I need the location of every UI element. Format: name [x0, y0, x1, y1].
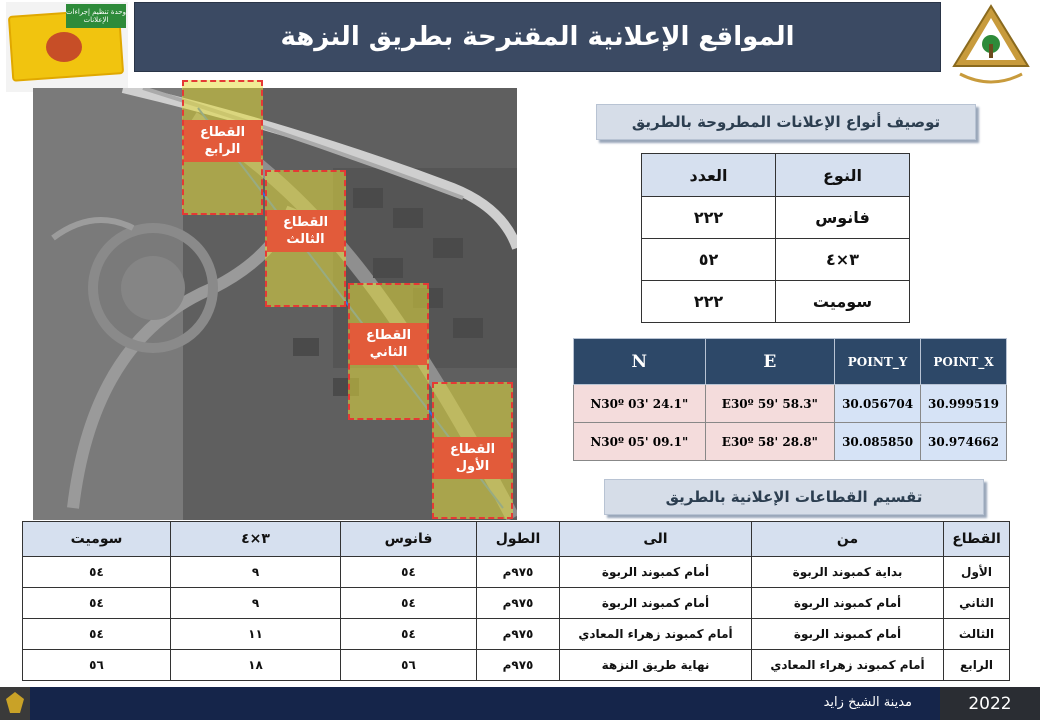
summit-cell: ٥٤ [23, 619, 171, 650]
length-cell: ٩٧٥م [477, 650, 560, 681]
advertising-unit-logo [6, 2, 128, 92]
summit-cell: ٥٤ [23, 557, 171, 588]
ad-types-caption: توصيف أنواع الإعلانات المطروحة بالطريق [596, 104, 976, 140]
n-cell: N30º 05' 09.1" [574, 423, 706, 461]
table-row [574, 385, 1007, 423]
table-row [23, 650, 1010, 681]
lantern-header: فانوس [341, 522, 477, 557]
pyramid-logo-icon [946, 4, 1036, 88]
map-sector-2 [348, 283, 429, 420]
to-header: الى [560, 522, 752, 557]
type-cell: فانوس [776, 197, 910, 239]
to-cell: أمام كمبوند زهراء المعادي [560, 619, 752, 650]
from-cell: بداية كمبوند الربوة [752, 557, 944, 588]
size-cell: ١١ [171, 619, 341, 650]
count-header: العدد [642, 154, 776, 197]
length-cell: ٩٧٥م [477, 619, 560, 650]
table-row [23, 619, 1010, 650]
to-cell: نهاية طريق النزهة [560, 650, 752, 681]
e-header: E [705, 339, 835, 385]
city-name: مدينة الشيخ زايد [823, 695, 912, 710]
size-cell: ١٨ [171, 650, 341, 681]
summit-cell: ٥٤ [23, 588, 171, 619]
sector-label: القطاع الثاني [350, 323, 427, 365]
summit-cell: ٥٦ [23, 650, 171, 681]
sectors-table [22, 521, 1010, 681]
point-y-cell: 30.056704 [835, 385, 921, 423]
table-row [23, 557, 1010, 588]
city-authority-logo [946, 4, 1036, 88]
table-row [574, 423, 1007, 461]
e-cell: E30º 59' 58.3" [705, 385, 835, 423]
point-y-header: POINT_Y [835, 339, 921, 385]
point-x-header: POINT_X [921, 339, 1007, 385]
table-row [642, 197, 910, 239]
e-cell: E30º 58' 28.8" [705, 423, 835, 461]
sector-cell: الرابع [944, 650, 1010, 681]
count-cell: ٢٢٢ [642, 197, 776, 239]
year-label: 2022 [940, 687, 1040, 720]
sectors-caption: تقسيم القطاعات الإعلانية بالطريق [604, 479, 984, 515]
title-bar [134, 2, 941, 72]
type-header: النوع [776, 154, 910, 197]
map-sector-3 [265, 170, 346, 307]
from-cell: أمام كمبوند الربوة [752, 588, 944, 619]
type-cell: سوميت [776, 281, 910, 323]
point-x-cell: 30.999519 [921, 385, 1007, 423]
sector-label: القطاع الأول [434, 437, 511, 479]
length-cell: ٩٧٥م [477, 588, 560, 619]
length-header: الطول [477, 522, 560, 557]
type-cell: ٣×٤ [776, 239, 910, 281]
logo-emblem-icon [46, 32, 82, 62]
point-x-cell: 30.974662 [921, 423, 1007, 461]
page-title: المواقع الإعلانية المقترحة بطريق النزهة [280, 22, 795, 52]
table-row [23, 588, 1010, 619]
sector-cell: الأول [944, 557, 1010, 588]
coordinates-table [573, 338, 1007, 461]
point-y-cell: 30.085850 [835, 423, 921, 461]
to-cell: أمام كمبوند الربوة [560, 588, 752, 619]
from-header: من [752, 522, 944, 557]
ad-types-table [641, 153, 910, 323]
logo-ribbon: وحدة تنظيم إجراءات الإعلانات [66, 4, 126, 28]
count-cell: ٥٢ [642, 239, 776, 281]
size-cell: ٩ [171, 557, 341, 588]
sector-cell: الثاني [944, 588, 1010, 619]
size-header: ٣×٤ [171, 522, 341, 557]
map-sector-4 [182, 80, 263, 215]
lantern-cell: ٥٤ [341, 588, 477, 619]
from-cell: أمام كمبوند الربوة [752, 619, 944, 650]
size-cell: ٩ [171, 588, 341, 619]
length-cell: ٩٧٥م [477, 557, 560, 588]
from-cell: أمام كمبوند زهراء المعادي [752, 650, 944, 681]
lantern-cell: ٥٦ [341, 650, 477, 681]
n-cell: N30º 03' 24.1" [574, 385, 706, 423]
sector-header: القطاع [944, 522, 1010, 557]
count-cell: ٢٢٢ [642, 281, 776, 323]
sector-label: القطاع الرابع [184, 120, 261, 162]
map-sector-1 [432, 382, 513, 519]
table-row [642, 281, 910, 323]
to-cell: أمام كمبوند الربوة [560, 557, 752, 588]
sector-cell: الثالث [944, 619, 1010, 650]
footer-bar [0, 687, 1040, 720]
table-row [642, 239, 910, 281]
lantern-cell: ٥٤ [341, 557, 477, 588]
sector-label: القطاع الثالث [267, 210, 344, 252]
summit-header: سوميت [23, 522, 171, 557]
lantern-cell: ٥٤ [341, 619, 477, 650]
egypt-emblem-icon [0, 687, 30, 720]
n-header: N [574, 339, 706, 385]
